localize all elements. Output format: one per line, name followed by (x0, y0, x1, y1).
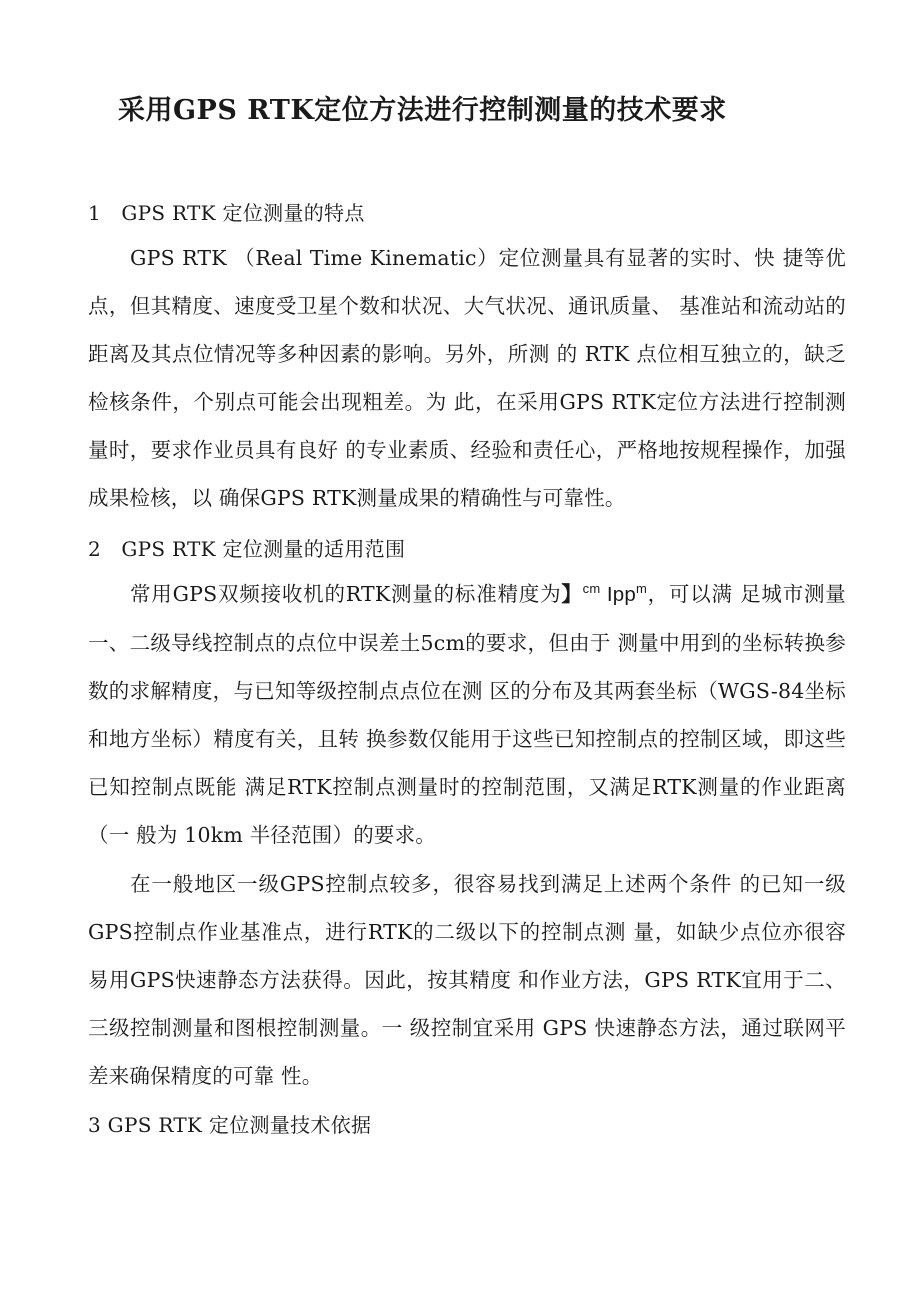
section-3-heading: 3 GPS RTK 定位测量技术依据 (88, 1113, 372, 1137)
section-2-heading: 2 GPS RTK 定位测量的适用范围 (88, 537, 406, 561)
section-1-paragraph: GPS RTK （Real Time Kinematic）定位测量具有显著的实时、快 捷等优点，但其精度、速度受卫星个数和状况、大气状况、通讯质量、 基准站和流动站的距离及其点位情况等多种因素的影响。另外，所测 的 RTK 点位相互独立的，缺乏检核条件，个别点可能会出现粗差。为 此，在采用GPS RTK定位方法进行控制测量时，要求作业员具有良好 的专业素质、经验和责任心，严格地按规程操作，加强成果检核，以 确保GPS RTK测量成果的精确性与可靠性。 (88, 246, 846, 510)
section-1-heading: 1 GPS RTK 定位测量的特点 (88, 201, 365, 225)
document-title: 采用GPS RTK定位方法进行控制测量的技术要求 (118, 95, 727, 126)
paragraph-text-start: 常用GPS双频接收机的RTK测量的标准精度为 (130, 582, 562, 606)
section-2-paragraph-2: 在一般地区一级GPS控制点较多，很容易找到满足上述两个条件 的已知一级GPS控制点作业基准点，进行RTK的二级以下的控制点测 量，如缺少点位亦很容易用GPS快速静态方法获得。因此，按其精度 和作业方法，GPS RTK宜用于二、三级控制测量和图根控制测量。一 级控制宜采用 GPS 快速静态方法，通过联网平差来确保精度的可靠 性。 (88, 872, 846, 1088)
superscript-unit-m: m (636, 581, 648, 597)
bracket-glyph: 】 (561, 582, 583, 606)
garbled-text: Ipp (600, 583, 636, 606)
superscript-unit: cm (582, 581, 601, 597)
section-2-paragraph-1 (88, 570, 846, 859)
paragraph-text-rest: ，可以满 足城市测量一、二级导线控制点的点位中误差土5cm的要求，但由于 测量中用到的坐标转换参数的求解精度，与已知等级控制点点位在测 区的分布及其两套坐标（WGS-84坐标和地方坐标）精度有关，且转 换参数仅能用于这些已知控制点的控制区域，即这些已知控制点既能 满足RTK控制点测量时的控制范围，又满足RTK测量的作业距离（一 般为 10km 半径范围）的要求。 (88, 582, 846, 847)
